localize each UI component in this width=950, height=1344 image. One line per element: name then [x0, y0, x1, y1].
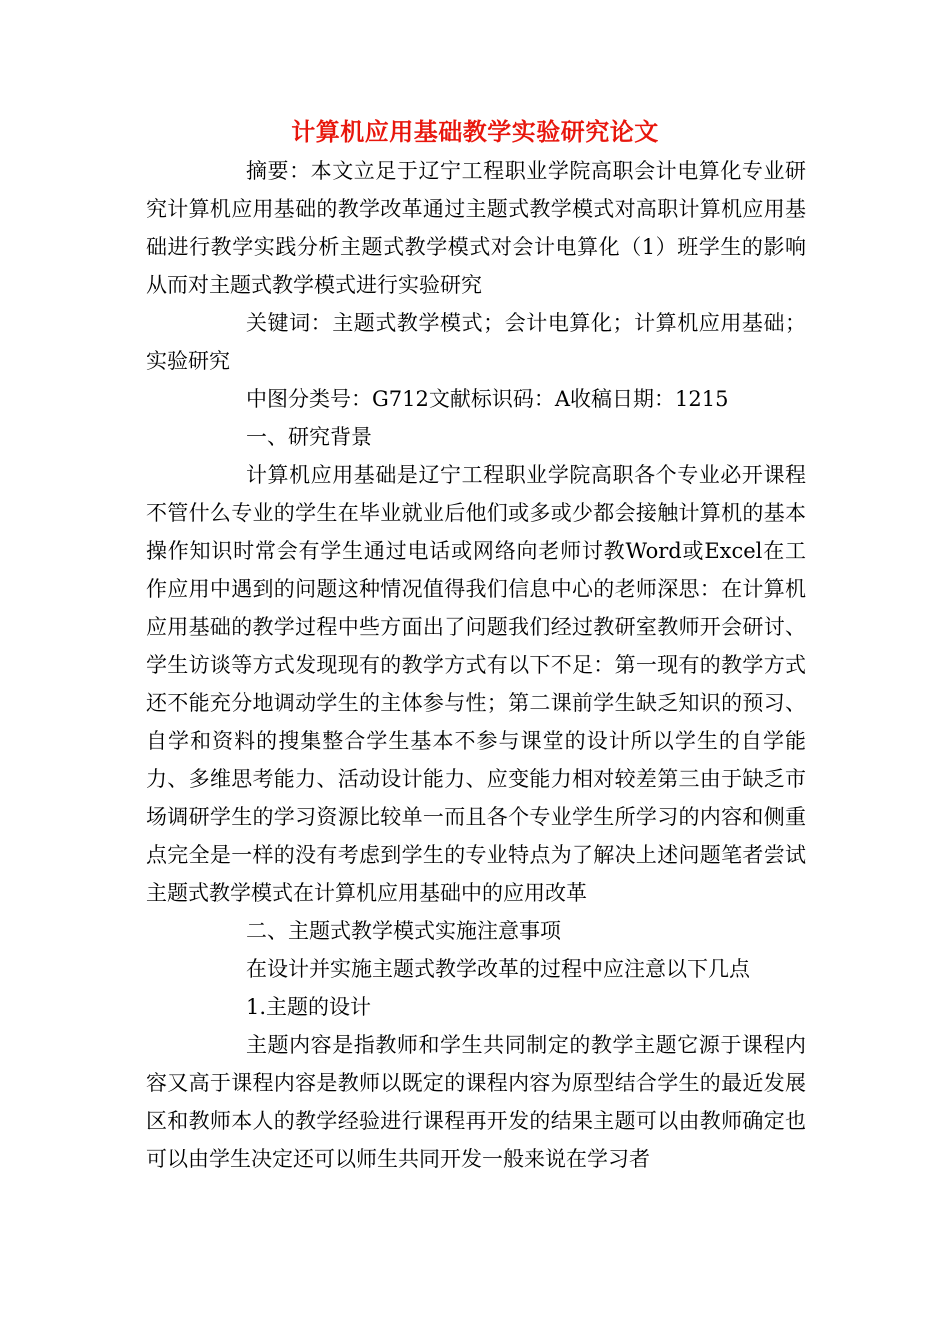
- background-paragraph: 计算机应用基础是辽宁工程职业学院高职各个专业必开课程不管什么专业的学生在毕业就业后他们或多或少都会接触计算机的基本操作知识时常会有学生通过电话或网络向老师讨教Word或Excel在工作应用中遇到的问题这种情况值得我们信息中心的老师深思：在计算机应用基础的教学过程中些方面出了问题我们经过教研室教师开会研讨、学生访谈等方式发现现有的教学方式有以下不足：第一现有的教学方式还不能充分地调动学生的主体参与性；第二课前学生缺乏知识的预习、自学和资料的搜集整合学生基本不参与课堂的设计所以学生的自学能力、多维思考能力、活动设计能力、应变能力相对较差第三由于缺乏市场调研学生的学习资源比较单一而且各个专业学生所学习的内容和侧重点完全是一样的没有考虑到学生的专业特点为了解决上述问题笔者尝试主题式教学模式在计算机应用基础中的应用改革: [146, 463, 806, 905]
- keywords-paragraph: 关键词：主题式教学模式；会计电算化；计算机应用基础；实验研究: [146, 311, 806, 373]
- subheading-theme-design: 1.主题的设计: [246, 995, 372, 1019]
- section-heading-notes: 二、主题式教学模式实施注意事项: [246, 919, 561, 943]
- theme-design-paragraph: 主题内容是指教师和学生共同制定的教学主题它源于课程内容又高于课程内容是教师以既定的课程内容为原型结合学生的最近发展区和教师本人的教学经验进行课程再开发的结果主题可以由教师确定也可以由学生决定还可以师生共同开发一般来说在学习者: [146, 1033, 806, 1171]
- document-title: 计算机应用基础教学实验研究论文: [291, 117, 659, 146]
- abstract-paragraph: 摘要：本文立足于辽宁工程职业学院高职会计电算化专业研究计算机应用基础的教学改革通过主题式教学模式对高职计算机应用基础进行教学实践分析主题式教学模式对会计电算化（1）班学生的影响从而对主题式教学模式进行实验研究: [146, 159, 806, 297]
- classification-line: 中图分类号：G712文献标识码：A收稿日期：1215: [246, 387, 729, 411]
- document-body: [146, 152, 806, 1178]
- notes-intro-paragraph: 在设计并实施主题式教学改革的过程中应注意以下几点: [246, 957, 750, 981]
- section-heading-background: 一、研究背景: [246, 425, 372, 449]
